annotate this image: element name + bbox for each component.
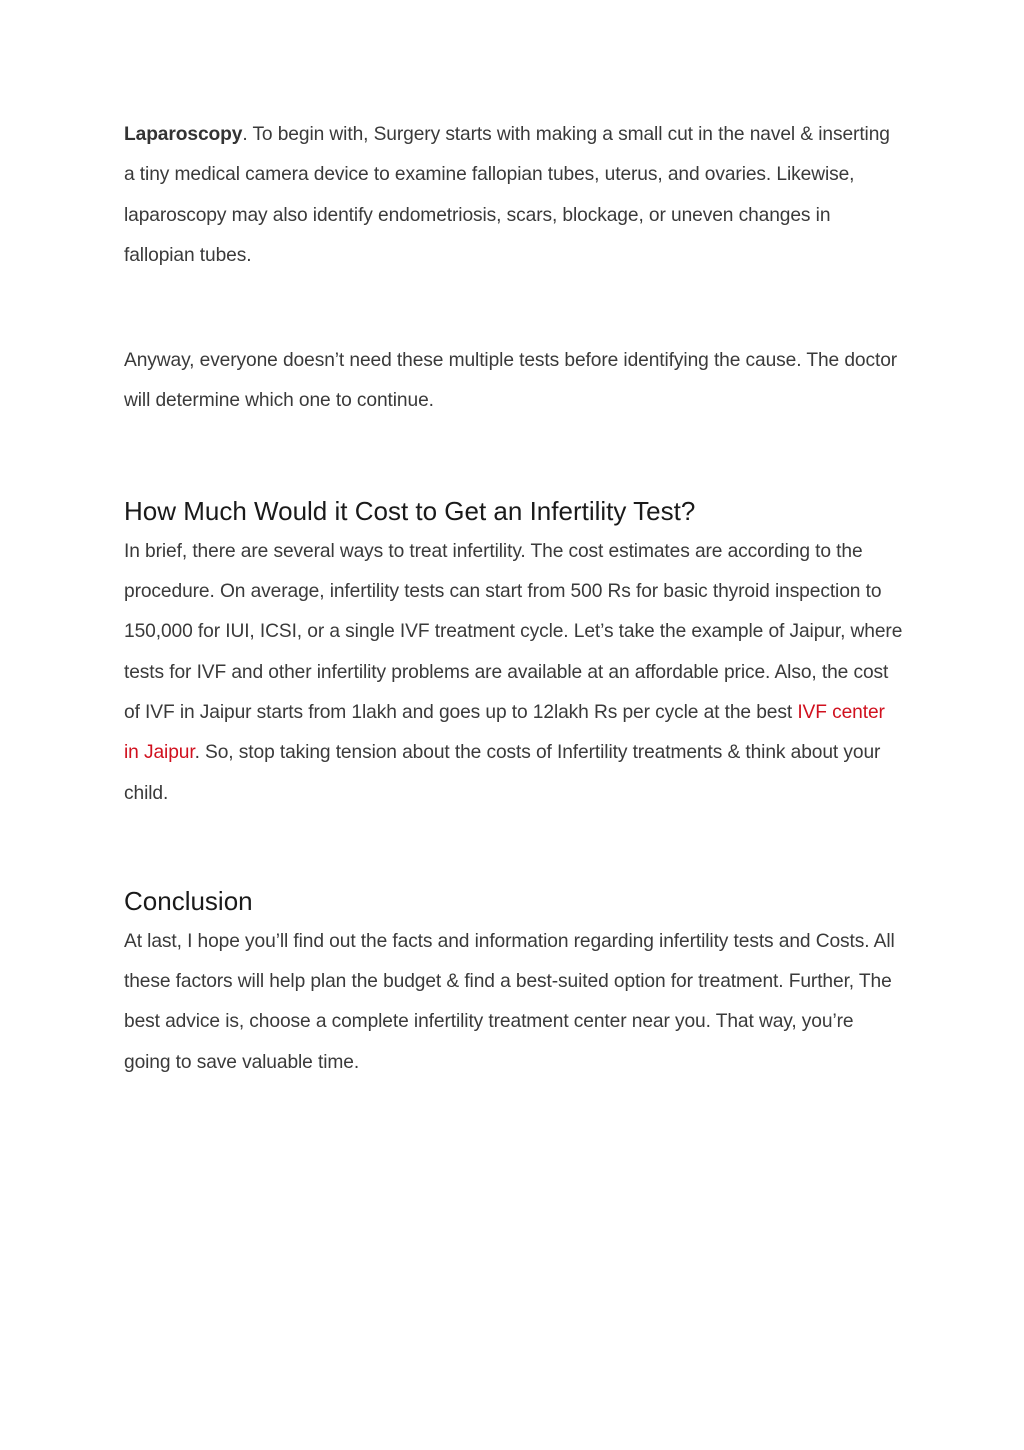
tests-note-paragraph: Anyway, everyone doesn’t need these multiple tests before identifying the cause. The doctor will determine which one to continue. xyxy=(124,350,898,412)
ivf-center-link[interactable]: IVF center in Jaipur xyxy=(124,701,885,764)
laparoscopy-text: . To begin with, Surgery starts with making a small cut in the navel & inserting a tiny medical camera device to examine fallopian tubes, uterus, and ovaries. Likewise, laparoscopy may also identify endometriosis, scars, blockage, or uneven changes in fallopian tubes. xyxy=(124,124,890,266)
conclusion-paragraph: At last, I hope you’ll find out the facts and information regarding infertility tests and Costs. All these factors will help plan the budget & find a best-suited option for treatment. Further, The best advice is, choose a complete infertility treatment center near you. That way, you’re going to save valuable time. xyxy=(124,930,895,1073)
cost-text-before-link: In brief, there are several ways to treat infertility. The cost estimates are according to the procedure. On average, infertility tests can start from 500 Rs for basic thyroid inspection to 150,000 for IUI, ICSI, or a single IVF treatment cycle. Let’s take the example of Jaipur, where tests for IVF and other infertility problems are available at an affordable price. Also, the cost of IVF in Jaipur starts from 1lakh and goes up to 12lakh Rs per cycle at the best xyxy=(124,540,903,723)
cost-text-after-link: . So, stop taking tension about the costs of Infertility treatments & think about your child. xyxy=(124,742,881,804)
cost-paragraph xyxy=(124,532,904,814)
conclusion-heading: Conclusion xyxy=(124,885,253,916)
laparoscopy-paragraph xyxy=(124,115,904,276)
document-page xyxy=(124,115,904,1083)
laparoscopy-term: Laparoscopy xyxy=(124,124,243,145)
cost-heading: How Much Would it Cost to Get an Infertility Test? xyxy=(124,495,696,526)
